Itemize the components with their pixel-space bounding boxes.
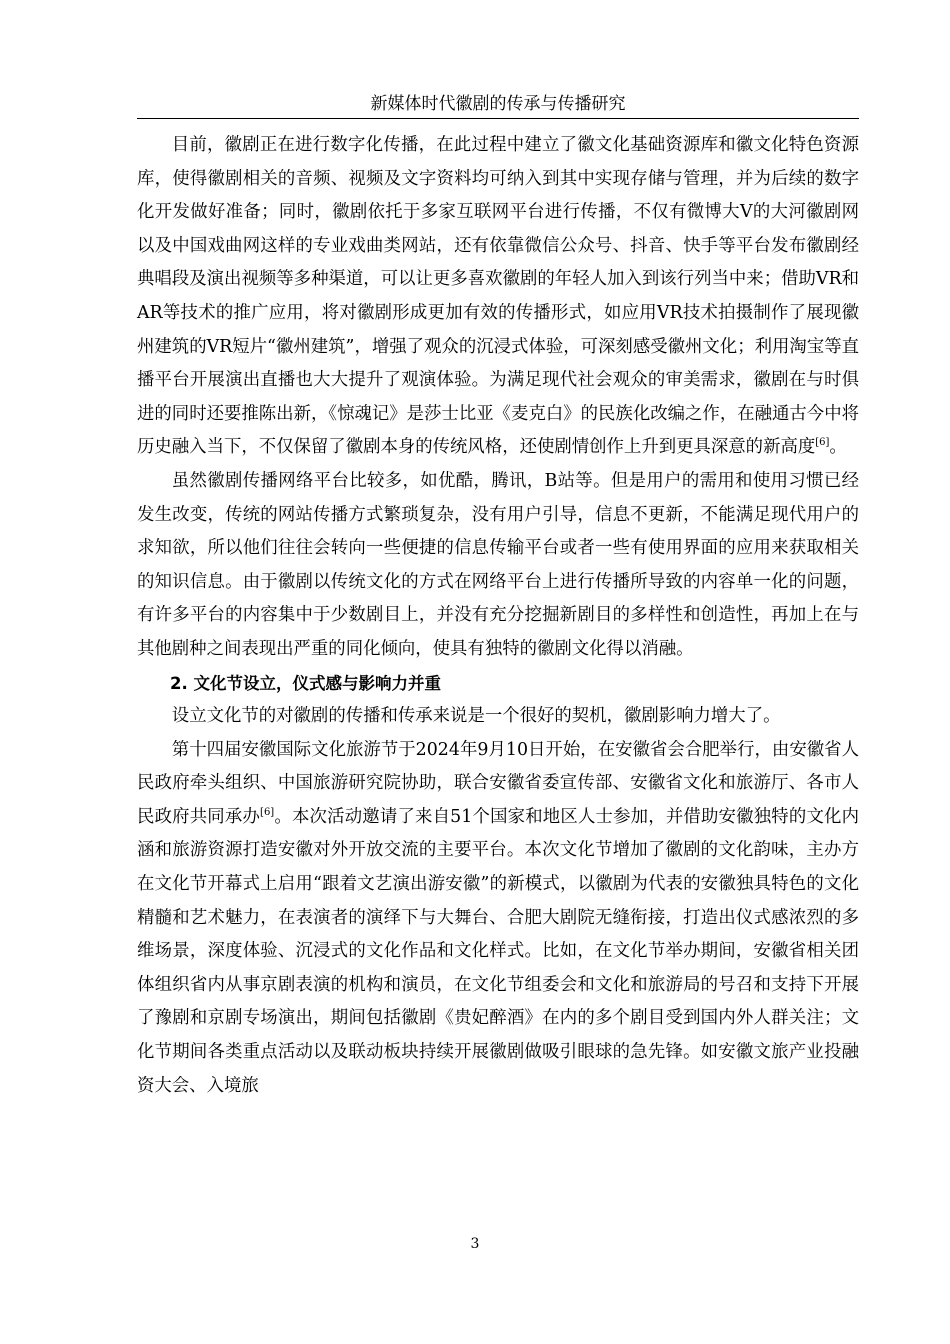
paragraph-text: 目前，徽剧正在进行数字化传播，在此过程中建立了徽文化基础资源库和徽文化特色资源库，使得徽剧相关的音频、视频及文字资料均可纳入到其中实现存储与管理，并为后续的数字化开发做好准备；同时，徽剧依托于多家互联网平台进行传播，不仅有微博大V的大河徽剧网以及中国戏曲网这样的专业戏曲类网站，还有依靠微信公众号、抖音、快手等平台发布徽剧经典唱段及演出视频等多种渠道，可以让更多喜欢徽剧的年轻人加入到该行列当中来；借助VR和AR等技术的推广应用，将对徽剧形成更加有效的传播形式，如应用VR技术拍摄制作了展现徽州建筑的VR短片“徽州建筑”，增强了观众的沉浸式体验，可深刻感受徽州文化；利用淘宝等直播平台开展演出直播也大大提升了观演体验。为满足现代社会观众的审美需求，徽剧在与时俱进的同时还要推陈出新，《惊魂记》是莎士比亚《麦克白》的民族化改编之作，在融通古今中将历史融入当下，不仅保留了徽剧本身的传统风格，还使剧情创作上升到更具深意的新高度 [137, 135, 859, 458]
paragraph-festival-intro [137, 700, 859, 734]
running-header [137, 90, 859, 119]
paragraph-digital-dissemination [137, 129, 859, 465]
citation-ref: [6] [815, 437, 830, 449]
paragraph-text: 第十四届安徽国际文化旅游节于2024年9月10日开始，在安徽省会合肥举行，由安徽省人民政府牵头组织、中国旅游研究院协助，联合安徽省委宣传部、安徽省文化和旅游厅、各市人民政府共同承办 [137, 739, 859, 827]
paragraph-text: 虽然徽剧传播网络平台比较多，如优酷，腾讯，B站等。但是用户的需用和使用习惯已经发生改变，传统的网站传播方式繁琐复杂，没有用户引导，信息不更新，不能满足现代用户的求知欲，所以他们往往会转向一些便捷的信息传输平台或者一些有使用界面的应用来获取相关的知识信息。由于徽剧以传统文化的方式在网络平台上进行传播所导致的内容单一化的问题，有许多平台的内容集中于少数剧目上，并没有充分挖掘新剧目的多样性和创造性，再加上在与其他剧种之间表现出严重的同化倾向，使具有独特的徽剧文化得以消融。 [137, 470, 859, 659]
page-number: 3 [470, 1236, 480, 1252]
section-heading: 2. 文化节设立，仪式感与影响力并重 [170, 673, 441, 693]
citation-ref: [6] [260, 807, 275, 819]
paragraph-tail: 。 [829, 437, 847, 458]
paragraph-festival-detail [137, 734, 859, 1104]
body-text [137, 129, 859, 1103]
running-header-title: 新媒体时代徽剧的传承与传播研究 [370, 94, 626, 114]
paragraph-platform-issues [137, 465, 859, 667]
paragraph-tail: 。本次活动邀请了来自51个国家和地区人士参加，并借助安徽独特的文化内涵和旅游资源打造安徽对外开放交流的主要平台。本次文化节增加了徽剧的文化韵味，主办方在文化节开幕式上启用“跟着文艺演出游安徽”的新模式，以徽剧为代表的安徽独具特色的文化精髓和艺术魅力，在表演者的演绎下与大舞台、合肥大剧院无缝衔接，打造出仪式感浓烈的多维场景，深度体验、沉浸式的文化作品和文化样式。比如，在文化节举办期间，安徽省相关团体组织省内从事京剧表演的机构和演员，在文化节组委会和文化和旅游局的号召和支持下开展了豫剧和京剧专场演出，期间包括徽剧《贵妃醉酒》在内的多个剧目受到国内外人群关注；文化节期间各类重点活动以及联动板块持续开展徽剧做吸引眼球的急先锋。如安徽文旅产业投融资大会、入境旅 [137, 806, 859, 1096]
paragraph-text: 设立文化节的对徽剧的传播和传承来说是一个很好的契机，徽剧影响力增大了。 [171, 706, 781, 727]
